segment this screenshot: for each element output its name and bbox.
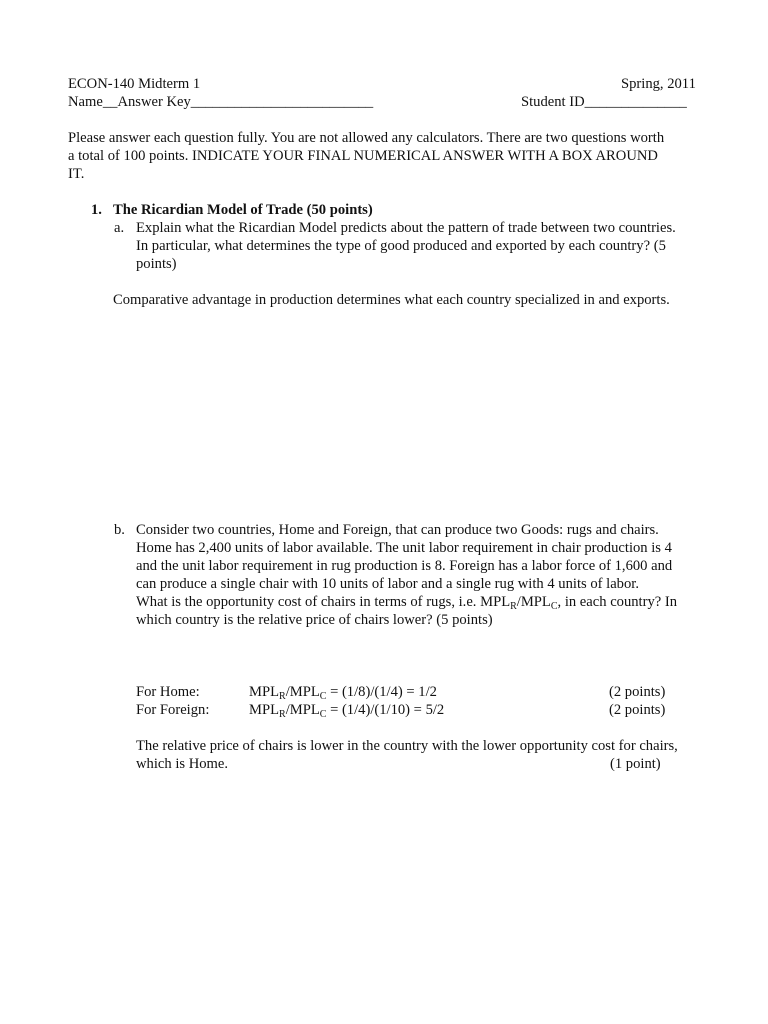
instructions-line: IT. xyxy=(68,166,85,182)
question-title: The Ricardian Model of Trade (50 points) xyxy=(113,202,373,218)
row-points: (2 points) xyxy=(609,684,666,700)
row-label: For Home: xyxy=(136,684,200,700)
part-b-line: Consider two countries, Home and Foreign, that can produce two Goods: rugs and chairs. xyxy=(136,522,659,538)
question-number: 1. xyxy=(91,202,102,218)
part-a-line: points) xyxy=(136,256,177,272)
conclusion-points: (1 point) xyxy=(610,756,661,772)
instructions-line: Please answer each question fully. You are not allowed any calculators. There are two questions worth xyxy=(68,130,665,146)
student-id-field: Student ID______________ xyxy=(521,94,687,110)
instructions-line: a total of 100 points. INDICATE YOUR FINAL NUMERICAL ANSWER WITH A BOX AROUND xyxy=(68,148,658,164)
part-a-answer: Comparative advantage in production determines what each country specialized in and exports. xyxy=(113,292,670,308)
part-b-label: b. xyxy=(114,522,125,538)
part-b-line: What is the opportunity cost of chairs in terms of rugs, i.e. $MPL_R/MPL_C$, in each country? In xyxy=(136,594,678,612)
part-a-label: a. xyxy=(114,220,125,236)
term-label: Spring, 2011 xyxy=(621,76,696,92)
name-field: Name__Answer Key_________________________ xyxy=(68,94,374,110)
course-title: ECON-140 Midterm 1 xyxy=(68,76,201,92)
part-b-line: and the unit labor requirement in rug production is 8. Foreign has a labor force of 1,600 and xyxy=(136,558,673,574)
part-b-line: can produce a single chair with 10 units of labor and a single rug with 4 units of labor. xyxy=(136,576,639,592)
part-b-line: which country is the relative price of chairs lower? (5 points) xyxy=(136,612,493,628)
row-formula: $MPL_R/MPL_C = (1/4)/(1/10) = 5/2$ xyxy=(249,702,445,720)
row-label: For Foreign: xyxy=(136,702,210,718)
row-points: (2 points) xyxy=(609,702,666,718)
part-a-line: In particular, what determines the type of good produced and exported by each country? (5 xyxy=(136,238,666,254)
part-a-line: Explain what the Ricardian Model predicts about the pattern of trade between two countries. xyxy=(136,220,676,236)
conclusion-line: which is Home. xyxy=(136,756,229,772)
row-formula: $MPL_R/MPL_C = (1/8)/(1/4) = 1/2$ xyxy=(249,684,437,702)
conclusion-line: The relative price of chairs is lower in the country with the lower opportunity cost for chairs, xyxy=(136,738,678,754)
part-b-line: Home has 2,400 units of labor available. The unit labor requirement in chair production is 4 xyxy=(136,540,672,556)
